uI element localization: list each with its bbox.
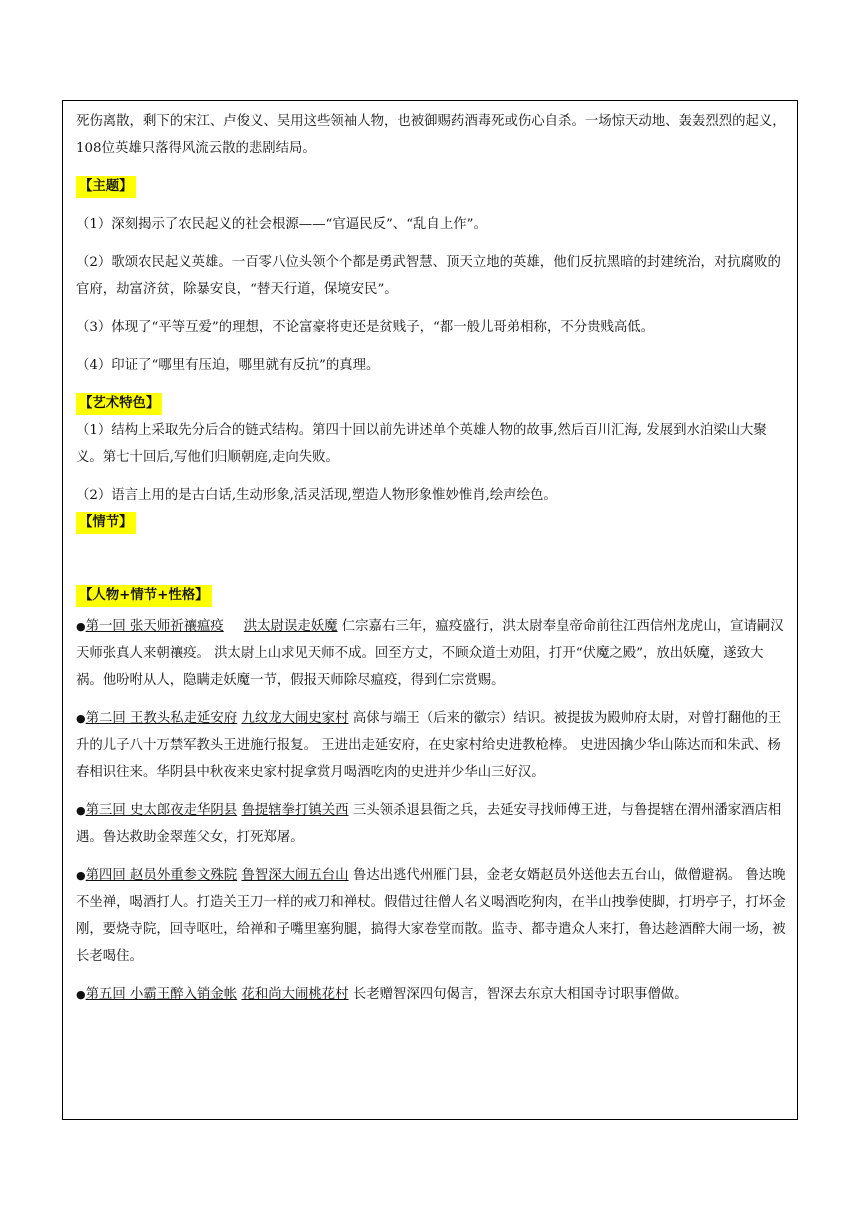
chapter-3-text: 三头领杀退县衙之兵，去延安寻找师傅王进，与鲁提辖在渭州潘家酒店相遇。鲁达救助金翠莲父女，打死郑屠。	[76, 803, 782, 845]
characters-heading-row	[76, 582, 788, 609]
plot-empty-space	[76, 536, 788, 582]
art-item-2: （2）语言上用的是古白话,生动形象,活灵活现,塑造人物形象惟妙惟肖,绘声绘色。	[76, 488, 557, 503]
chapter-5-text: 长老赠智深四句偈言，智深去东京大相国寺讨职事僧做。	[352, 987, 688, 1002]
chapter-1	[76, 613, 788, 694]
bullet-icon: ●	[76, 804, 86, 817]
chapter-1-text: 仁宗嘉右三年，瘟疫盛行，洪太尉奉皇帝命前往江西信州龙虎山，宣请嗣汉天师张真人来朝禳疫。 洪太尉上山求见天师不成。回至方丈，不顾众道士劝阻，打开“伏魔之殿”，放出妖魔，遂致大祸。他吩咐从人，隐瞒走妖魔一节，假报天师除尽瘟疫，得到仁宗赏赐。	[76, 619, 784, 688]
theme-item-2: （2）歌颂农民起义英雄。一百零八位头领个个都是勇武智慧、顶天立地的英雄，他们反抗黑暗的封建统治，对抗腐败的官府，劫富济贫，除暴安良，“替天行道，保境安民”。	[76, 255, 781, 297]
chapter-5-title-a: 第五回 小霸王醉入销金帐	[85, 987, 238, 1002]
document-body	[76, 108, 788, 1008]
bullet-icon: ●	[76, 869, 86, 882]
chapter-3-title-a: 第三回 史太郎夜走华阴县	[85, 803, 238, 818]
art-heading-row	[76, 390, 788, 417]
bullet-icon: ●	[76, 620, 86, 633]
theme-heading-row	[76, 173, 788, 200]
art-heading: 【艺术特色】	[76, 393, 162, 415]
chapter-2-title-b: 九纹龙大闹史家村	[241, 711, 349, 726]
art-item-1: （1）结构上采取先分后合的链式结构。第四十回以前先讲述单个英雄人物的故事,然后百川汇海, 发展到水泊梁山大聚义。第七十回后,写他们归顺朝庭,走向失败。	[76, 423, 767, 465]
theme-heading: 【主题】	[76, 176, 136, 198]
chapter-4	[76, 862, 788, 970]
chapter-2	[76, 705, 788, 786]
chapter-3	[76, 797, 788, 851]
bullet-icon: ●	[76, 988, 86, 1001]
intro-paragraph: 死伤离散，剩下的宋江、卢俊义、吴用这些领袖人物，也被御赐药酒毒死或伤心自杀。一场惊天动地、轰轰烈烈的起义，108位英雄只落得风流云散的悲剧结局。	[76, 114, 786, 156]
characters-heading: 【人物+情节+性格】	[76, 585, 212, 607]
chapter-4-title-b: 鲁智深大闹五台山	[241, 868, 349, 883]
plot-heading: 【情节】	[76, 512, 136, 534]
chapter-2-title-a: 第二回 王教头私走延安府	[85, 711, 238, 726]
chapter-5-title-b: 花和尚大闹桃花村	[241, 987, 349, 1002]
chapter-2-text: 高俅与端王（后来的徽宗）结识。被提拔为殿帅府太尉，对曾打翻他的王升的儿子八十万禁军教头王进施行报复。 王进出走延安府，在史家村给史进教枪棒。 史进因擒少华山陈达而和朱武、杨春相识往来。华阴县中秋夜来史家村捉拿赏月喝酒吃肉的史进并少华山三好汉。	[76, 711, 782, 780]
plot-heading-row	[76, 509, 788, 536]
chapter-3-title-b: 鲁提辖拳打镇关西	[241, 803, 349, 818]
theme-item-4: （4）印证了“哪里有压迫，哪里就有反抗”的真理。	[76, 358, 380, 373]
chapter-4-text: 鲁达出逃代州雁门县，金老女婿赵员外送他去五台山，做僧避祸。 鲁达晚不坐禅，喝酒打人。打造关王刀一样的戒刀和禅杖。假借过往僧人名义喝酒吃狗肉，在半山拽拳使脚，打坍亭子，打坏金刚，要烧寺院，回寺呕吐，给禅和子嘴里塞狗腿，搞得大家卷堂而散。监寺、都寺遣众人来打，鲁达趁酒醉大闹一场，被长老喝住。	[76, 868, 786, 964]
chapter-4-title-a: 第四回 赵员外重参文殊院	[85, 868, 238, 883]
theme-item-1: （1）深刻揭示了农民起义的社会根源——“官逼民反”、“乱自上作”。	[76, 217, 487, 232]
theme-item-3: （3）体现了“平等互爱”的理想，不论富豪将吏还是贫贱子，“都一般儿哥弟相称，不分贵贱高低。	[76, 320, 655, 335]
chapter-1-title-a: 第一回 张天师祈禳瘟疫	[85, 619, 224, 634]
chapter-5	[76, 981, 788, 1008]
bullet-icon: ●	[76, 712, 86, 725]
chapter-1-title-b: 洪太尉误走妖魔	[243, 619, 338, 634]
